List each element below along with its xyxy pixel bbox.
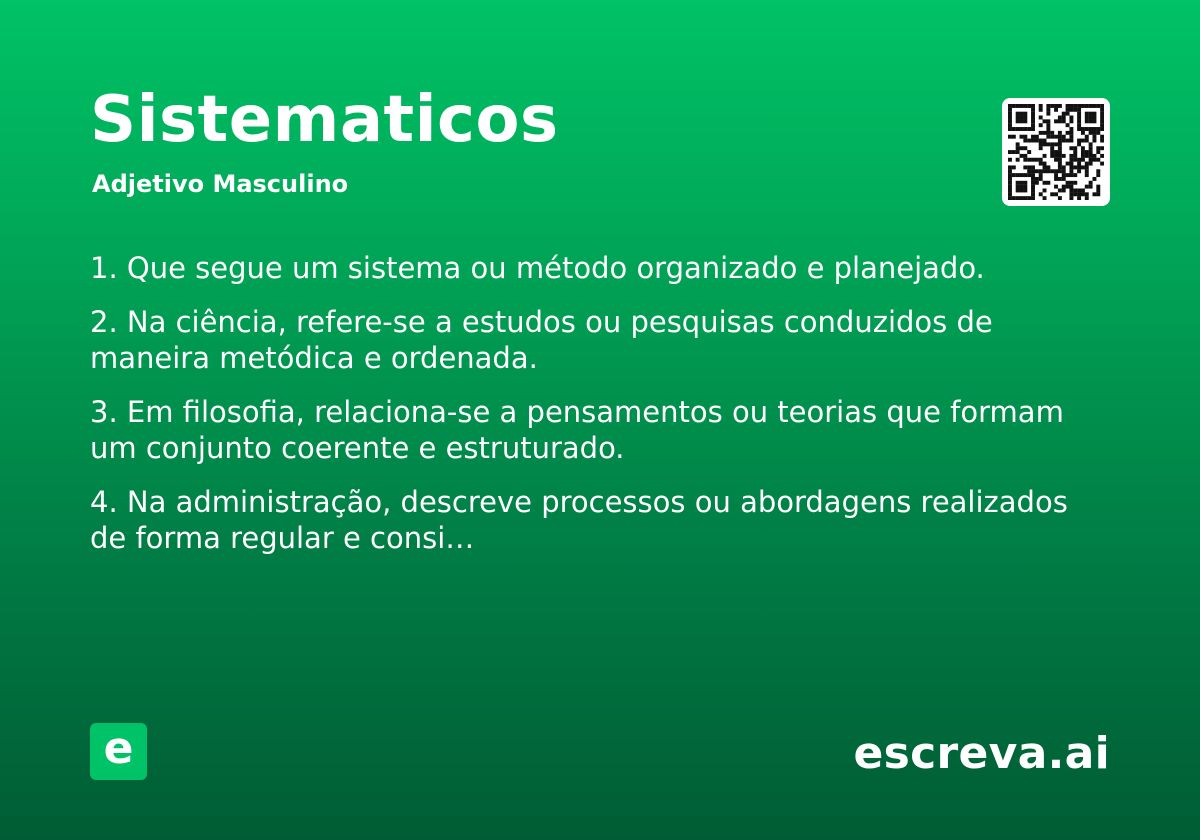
definition-item: 3. Em filosofia, relaciona-se a pensamentos ou teorias que formam um conjunto coerente e estruturado.	[90, 395, 1064, 465]
definition-item: 2. Na ciência, refere-se a estudos ou pesquisas conduzidos de maneira metódica e ordenada.	[90, 305, 993, 375]
entry-word: Sistematicos	[90, 83, 559, 157]
escreva-logo-icon[interactable]	[90, 723, 147, 780]
definition-item: 1. Que segue um sistema ou método organizado e planejado.	[90, 251, 985, 285]
brand-name[interactable]: escreva.ai	[853, 728, 1110, 779]
definitions-list	[90, 250, 1100, 574]
part-of-speech: Adjetivo Masculino	[92, 170, 349, 198]
logo-letter: e	[103, 722, 134, 774]
qr-code-graphic	[1008, 104, 1104, 200]
qr-code-icon[interactable]	[1002, 98, 1110, 206]
definition-item: 4. Na administração, descreve processos ou abordagens realizados de forma regular e consi…	[90, 485, 1068, 555]
